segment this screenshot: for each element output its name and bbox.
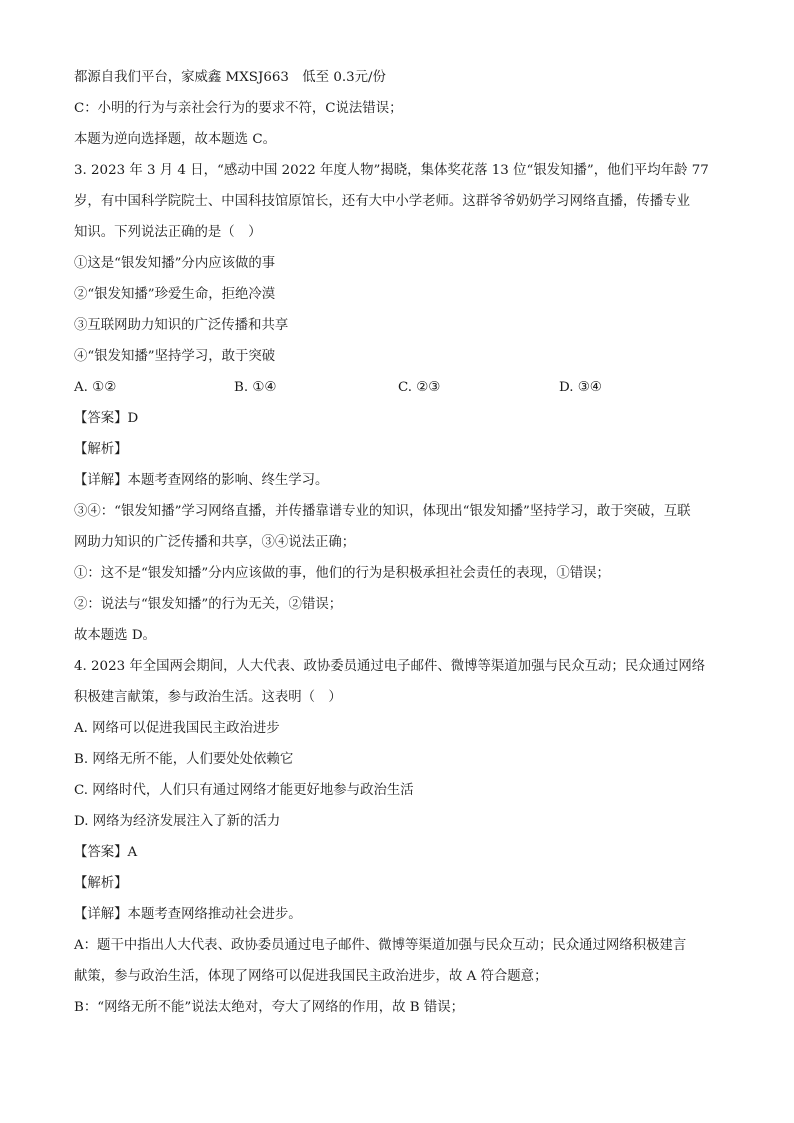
- option-d: D. 网络为经济发展注入了新的活力: [74, 814, 281, 829]
- text-line: 都源自我们平台，家威鑫 MXSJ663 低至 0.3元/份: [74, 70, 386, 85]
- question-4-stem: 积极建言献策，参与政治生活。这表明（ ）: [74, 690, 342, 705]
- option-d: D. ③④: [559, 380, 602, 395]
- question-3-stem: 岁，有中国科学院院士、中国科技馆原馆长，还有大中小学老师。这群爷爷奶奶学习网络直播，传播专业: [74, 194, 690, 209]
- option-a: A. ①②: [74, 380, 117, 395]
- detail-text: 【详解】本题考查网络的影响、终生学习。: [74, 473, 329, 488]
- statement-item: ④“银发知播”坚持学习，敢于突破: [74, 349, 276, 364]
- question-3-stem: 知识。下列说法正确的是（ ）: [74, 225, 262, 240]
- detail-text: ③④：“银发知播”学习网络直播，并传播靠谱专业的知识，体现出“银发知播”坚持学习，敢于突破，互联: [74, 504, 691, 519]
- detail-text: 献策，参与政治生活，体现了网络可以促进我国民主政治进步，故 A 符合题意；: [74, 969, 548, 984]
- conclusion-text: 故本题选 D。: [74, 628, 156, 643]
- option-b: B. 网络无所不能，人们要处处依赖它: [74, 752, 294, 767]
- detail-text: 网助力知识的广泛传播和共享，③④说法正确；: [74, 535, 356, 550]
- option-c: C. ②③: [398, 380, 441, 395]
- question-3-stem: 3. 2023 年 3 月 4 日，“感动中国 2022 年度人物”揭晓，集体奖花落 13 位“银发知播”，他们平均年龄 77: [74, 163, 709, 178]
- answer-label: 【答案】D: [74, 411, 139, 426]
- detail-text: ①：这不是“银发知播”分内应该做的事，他们的行为是积极承担社会责任的表现，①错误；: [74, 566, 610, 581]
- question-3-options: [74, 378, 734, 398]
- text-line: 本题为逆向选择题，故本题选 C。: [74, 132, 276, 147]
- detail-text: ②：说法与“银发知播”的行为无关，②错误；: [74, 597, 343, 612]
- detail-text: A：题干中指出人大代表、政协委员通过电子邮件、微博等渠道加强与民众互动；民众通过网络积极建言: [74, 938, 687, 953]
- analysis-label: 【解析】: [74, 876, 128, 891]
- detail-text: B：“网络无所不能”说法太绝对，夸大了网络的作用，故 B 错误；: [74, 1000, 465, 1015]
- option-b: B. ①④: [234, 380, 277, 395]
- analysis-label: 【解析】: [74, 442, 128, 457]
- answer-label: 【答案】A: [74, 845, 138, 860]
- text-line: C：小明的行为与亲社会行为的要求不符，C说法错误；: [74, 101, 403, 116]
- option-c: C. 网络时代，人们只有通过网络才能更好地参与政治生活: [74, 783, 414, 798]
- option-a: A. 网络可以促进我国民主政治进步: [74, 721, 280, 736]
- question-4-stem: 4. 2023 年全国两会期间，人大代表、政协委员通过电子邮件、微博等渠道加强与民众互动；民众通过网络: [74, 659, 706, 674]
- detail-text: 【详解】本题考查网络推动社会进步。: [74, 907, 302, 922]
- statement-item: ①这是“银发知播”分内应该做的事: [74, 256, 276, 271]
- statement-item: ③互联网助力知识的广泛传播和共享: [74, 318, 289, 333]
- statement-item: ②“银发知播”珍爱生命，拒绝冷漠: [74, 287, 276, 302]
